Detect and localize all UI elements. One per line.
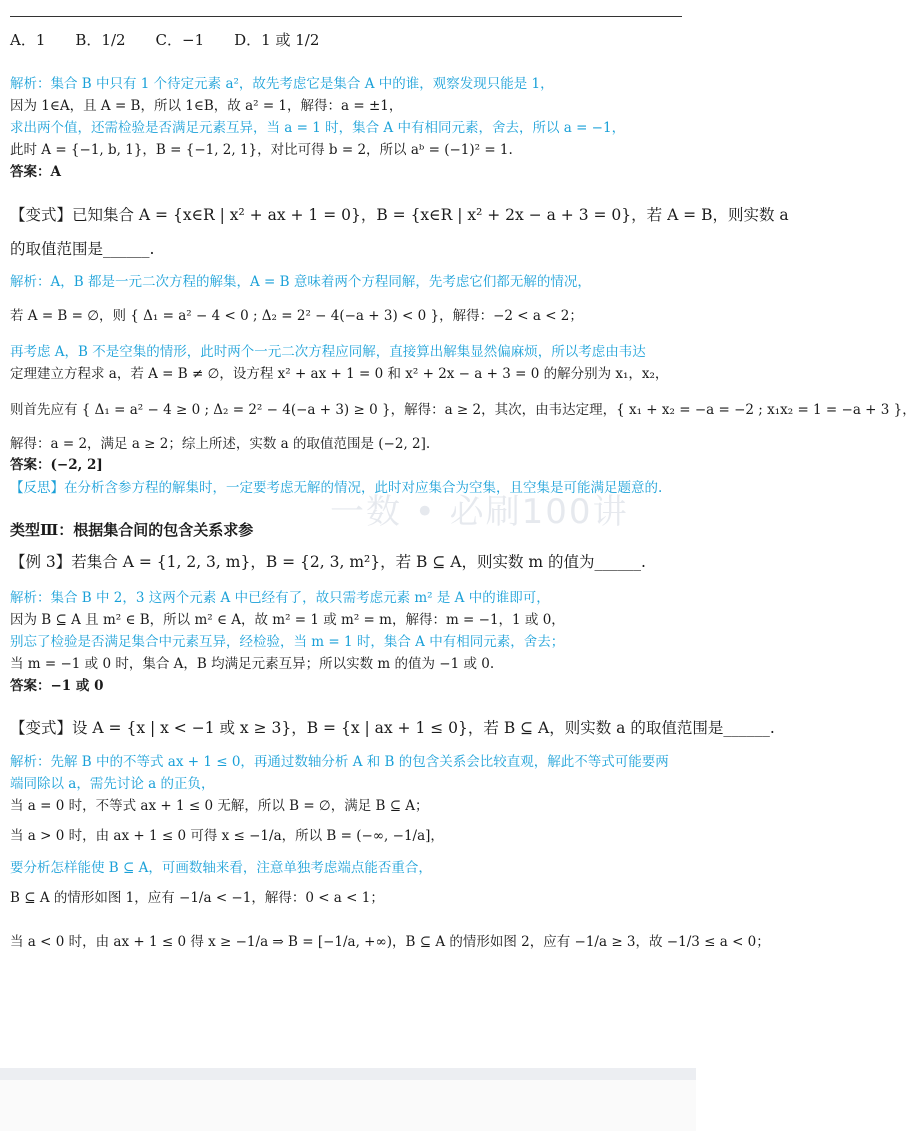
text-line-sol4-2: 端同除以 a，需先讨论 a 的正负， <box>10 776 215 792</box>
text-line-sol4-7: 当 a < 0 时，由 ax + 1 ≤ 0 得 x ≥ −1/a ⇒ B = [−1/a, +∞)，B ⊆ A 的情形如图 2，应有 −1/a ≥ 3，故 −1/3 ≤ a < 0； <box>10 934 770 950</box>
text-line-refl: 【反思】在分析含参方程的解集时，一定要考虑无解的情况，此时对应集合为空集，且空集是可能满足题意的. <box>10 480 663 496</box>
text-line-ans1: 答案：A <box>10 164 61 180</box>
text-line-sol2-1: 解析：A，B 都是一元二次方程的解集，A = B 意味着两个方程同解，先考虑它们都无解的情况， <box>10 274 591 290</box>
text-line-sol4-5: 要分析怎样能使 B ⊆ A，可画数轴来看，注意单独考虑端点能否重合， <box>10 860 432 876</box>
text-line-sol2-3: 再考虑 A，B 不是空集的情形，此时两个一元二次方程应同解，直接算出解集显然偏麻烦，所以考虑由韦达 <box>10 344 646 360</box>
text-line-sol2-5: 则首先应有 { Δ₁ = a² − 4 ≥ 0 ; Δ₂ = 2² − 4(−a + 3) ≥ 0 }，解得：a ≥ 2，其次，由韦达定理，{ x₁ + x₂ = −a = −2 ; x₁x₂ = 1 = −a + 3 }， <box>10 402 916 418</box>
text-line-sol4-6: B ⊆ A 的情形如图 1，应有 −1/a < −1，解得：0 < a < 1； <box>10 890 384 906</box>
text-line-ex3: 【例 3】若集合 A = {1, 2, 3, m}，B = {2, 3, m²}，若 B ⊆ A，则实数 m 的值为______. <box>10 553 646 571</box>
text-line-sol2-2: 若 A = B = ∅，则 { Δ₁ = a² − 4 < 0 ; Δ₂ = 2² − 4(−a + 3) < 0 }，解得：−2 < a < 2； <box>10 308 583 324</box>
text-line-sol1-3: 求出两个值，还需检验是否满足元素互异，当 a = 1 时，集合 A 中有相同元素，舍去，所以 a = −1， <box>10 120 626 136</box>
text-line-sol3-3: 别忘了检验是否满足集合中元素互异，经检验，当 m = 1 时，集合 A 中有相同元素，舍去； <box>10 634 565 650</box>
text-line-sol4-1: 解析：先解 B 中的不等式 ax + 1 ≤ 0，再通过数轴分析 A 和 B 的包含关系会比较直观，解此不等式可能要两 <box>10 754 669 770</box>
text-line-var1-1: 【变式】已知集合 A = {x∈R | x² + ax + 1 = 0}，B = {x∈R | x² + 2x − a + 3 = 0}，若 A = B，则实数 a <box>10 206 789 224</box>
text-line-ans3: 答案：−1 或 0 <box>10 678 104 694</box>
blank-footer <box>0 1080 696 1131</box>
text-line-sol3-1: 解析：集合 B 中 2，3 这两个元素 A 中已经有了，故只需考虑元素 m² 是 A 中的谁即可， <box>10 590 550 606</box>
watermark: 一数 • 必刷100讲 <box>330 492 629 532</box>
text-line-sol4-3: 当 a = 0 时，不等式 ax + 1 ≤ 0 无解，所以 B = ∅，满足 B ⊆ A； <box>10 798 429 814</box>
text-line-var1-2: 的取值范围是______. <box>10 240 155 258</box>
text-line-sol4-4: 当 a > 0 时，由 ax + 1 ≤ 0 可得 x ≤ −1/a，所以 B = (−∞, −1/a]， <box>10 828 444 844</box>
page-separator <box>0 1068 696 1080</box>
text-line-sol1-4: 此时 A = {−1, b, 1}，B = {−1, 2, 1}，对比可得 b = 2，所以 aᵇ = (−1)² = 1. <box>10 142 513 158</box>
text-line-sol2-4: 定理建立方程求 a，若 A = B ≠ ∅，设方程 x² + ax + 1 = 0 和 x² + 2x − a + 3 = 0 的解分别为 x₁，x₂， <box>10 366 669 382</box>
text-line-var2: 【变式】设 A = {x | x < −1 或 x ≥ 3}，B = {x | ax + 1 ≤ 0}，若 B ⊆ A，则实数 a 的取值范围是______. <box>10 719 775 737</box>
top-divider <box>10 16 682 17</box>
text-line-sol2-6: 解得：a = 2，满足 a ≥ 2；综上所述，实数 a 的取值范围是 (−2, 2]. <box>10 436 431 452</box>
text-line-sol1-2: 因为 1∈A，且 A = B，所以 1∈B，故 a² = 1，解得：a = ±1， <box>10 98 403 114</box>
text-line-type3: 类型Ⅲ：根据集合间的包含关系求参 <box>10 521 254 539</box>
text-line-sol3-4: 当 m = −1 或 0 时，集合 A，B 均满足元素互异；所以实数 m 的值为 −1 或 0. <box>10 656 495 672</box>
text-line-options: A．1 B．1/2 C．−1 D．1 或 1/2 <box>10 31 320 49</box>
text-line-sol1-1: 解析：集合 B 中只有 1 个待定元素 a²，故先考虑它是集合 A 中的谁，观察发现只能是 1， <box>10 76 554 92</box>
text-line-sol3-2: 因为 B ⊆ A 且 m² ∈ B，所以 m² ∈ A，故 m² = 1 或 m² = m，解得：m = −1，1 或 0， <box>10 612 565 628</box>
text-line-ans2: 答案：(−2, 2] <box>10 457 103 473</box>
